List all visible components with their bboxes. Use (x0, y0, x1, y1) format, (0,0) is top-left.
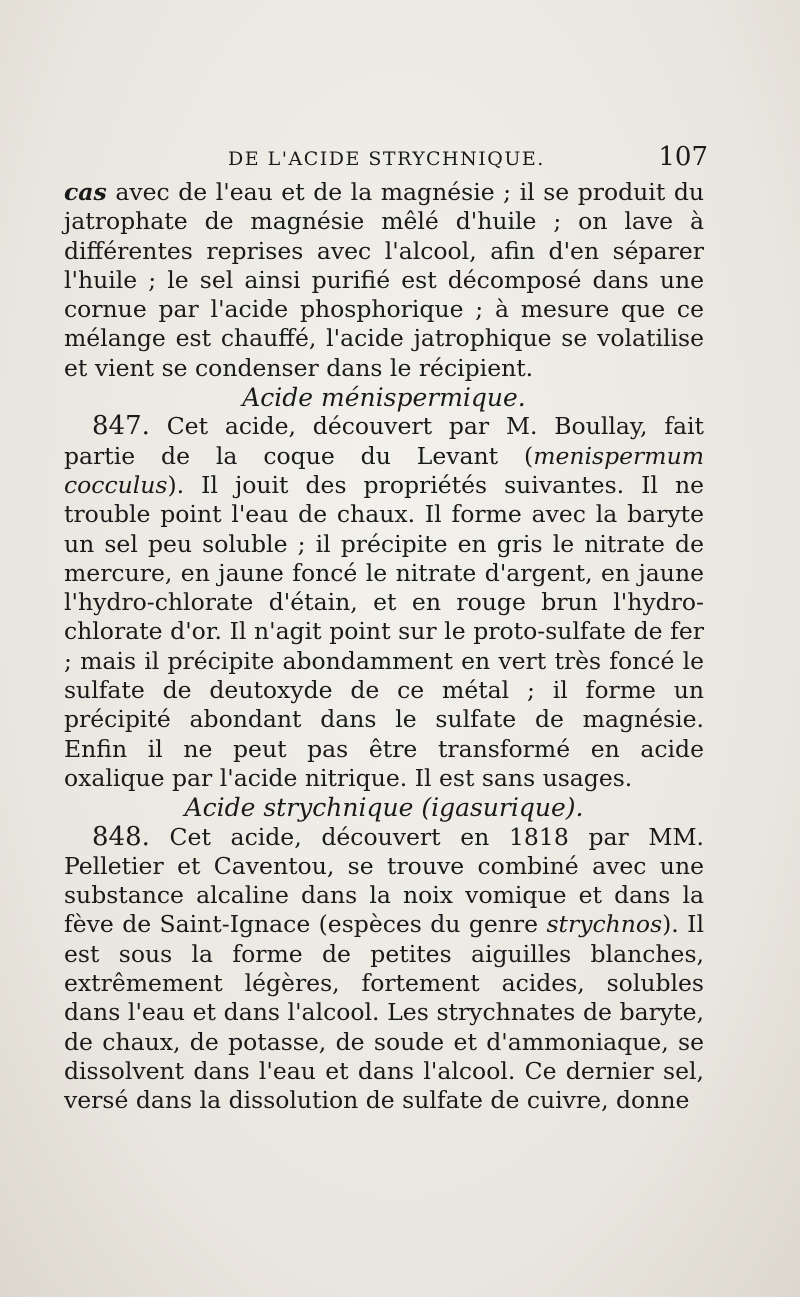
italic-term: menispermum cocculus (64, 441, 704, 499)
section-heading-menispermique: Acide ménispermique. (242, 383, 526, 413)
page-number: 107 (658, 142, 708, 172)
paragraph-text: ). Il jouit des propriétés suivantes. Il ne trouble point l'eau de chaux. Il forme avec la baryte un sel peu soluble ; il précipite en gris le nitrate de mercure, en jaune foncé le nitrate d'argent, en jaune l'hydro-chlorate d'étain, et en rouge brun l'hydro-chlorate d'or. Il n'agit point sur le proto-sulfate de fer ; mais il précipite abondamment en vert très foncé le sulfate de deutoxyde de ce métal ; il forme un précipité abondant dans le sulfate de magnésie. Enfin il ne peut pas être transformé en acide oxalique par l'acide nitrique. Il est sans usages. (64, 470, 704, 792)
lead-italic-word: cas (64, 178, 107, 206)
paragraph-continuation (64, 178, 704, 383)
page-body (64, 178, 704, 1116)
paragraph-text: ). Il est sous la forme de petites aiguilles blanches, extrêmement légères, fortement acides, solubles dans l'eau et dans l'alcool. Les strychnates de baryte, de chaux, de potasse, de soude et d'ammoniaque, se dissolvent dans l'eau et dans l'alcool. Ce dernier sel, versé dans la dissolution de sulfate de cuivre, donne (64, 910, 704, 1115)
italic-term: strychnos (546, 910, 663, 939)
paragraph-text: Cet acide, découvert par M. Boullay, fait partie de la coque du Levant ( (64, 412, 704, 470)
running-title: DE L'ACIDE STRYCHNIQUE. (228, 148, 545, 170)
paragraph-number: 848. (92, 821, 150, 852)
paragraph-text: Cet acide, découvert en 1818 par MM. Pelletier et Caventou, se trouve combiné avec une substance alcaline dans la noix vomique et dans la fève de Saint-Ignace (espèces du genre (64, 822, 704, 939)
page-header (228, 142, 708, 172)
section-heading-strychnique: Acide strychnique (igasurique). (184, 793, 584, 823)
paragraph-847 (64, 412, 704, 793)
paragraph-848 (64, 823, 704, 1116)
paragraph-number: 847. (92, 411, 150, 442)
paragraph-text: avec de l'eau et de la magnésie ; il se produit du jatrophate de magnésie mêlé d'huile ; on lave à différentes reprises avec l'alcool, afin d'en séparer l'huile ; le sel ainsi purifié est décomposé dans une cornue par l'acide phosphorique ; à mesure que ce mélange est chauffé, l'acide jatrophique se volatilise et vient se condenser dans le récipient. (64, 178, 704, 382)
